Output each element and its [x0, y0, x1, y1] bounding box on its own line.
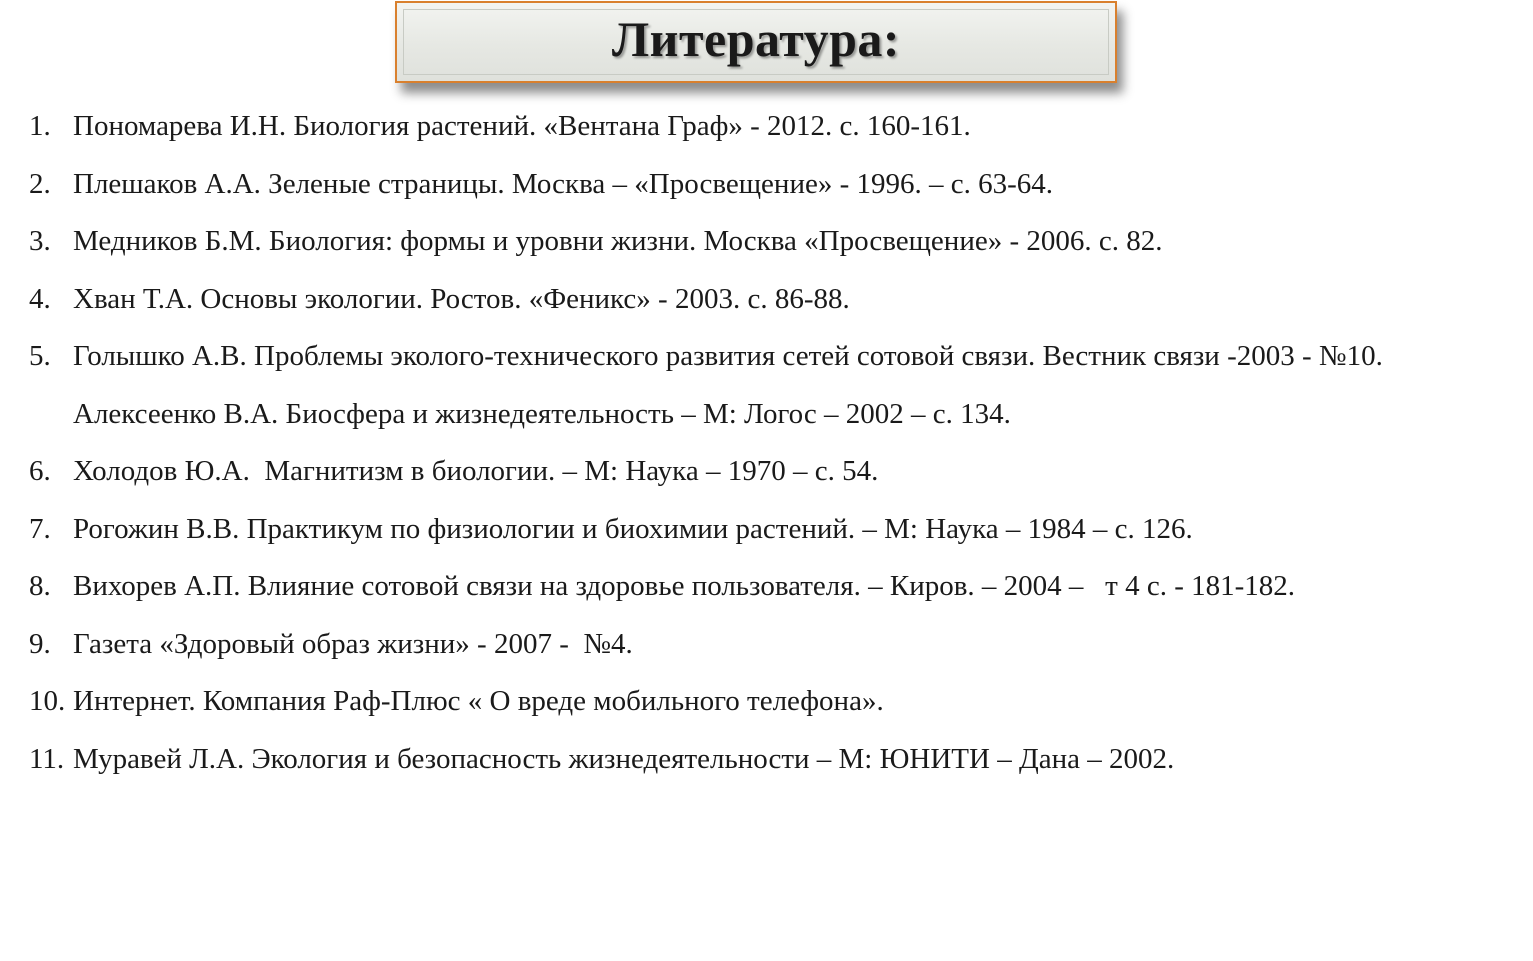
- reference-item: [0, 98, 1533, 156]
- reference-item: [0, 558, 1533, 616]
- reference-item: [0, 213, 1533, 271]
- reference-number: 10.: [29, 685, 66, 717]
- title-banner: [395, 1, 1117, 83]
- reference-number: 7.: [29, 512, 51, 545]
- reference-item: [0, 386, 1533, 444]
- reference-item: [0, 271, 1533, 329]
- reference-text: Интернет. Компания Раф-Плюс « О вреде мобильного телефона».: [73, 685, 884, 717]
- reference-item: [0, 673, 1533, 731]
- reference-number: 5.: [29, 340, 51, 372]
- reference-text: Голышко А.В. Проблемы эколого-технического развития сетей сотовой связи. Вестник связи -2003 - №10.: [73, 340, 1383, 372]
- reference-number: 1.: [29, 110, 51, 142]
- reference-text: Вихорев А.П. Влияние сотовой связи на здоровье пользователя. – Киров. – 2004 – т 4 с. - 181-182.: [73, 570, 1296, 602]
- reference-number: 8.: [29, 570, 51, 602]
- reference-item: [0, 328, 1533, 386]
- reference-text: Плешаков А.А. Зеленые страницы. Москва – «Просвещение» - 1996. – с. 63-64.: [73, 167, 1054, 200]
- reference-number: 4.: [29, 282, 51, 315]
- reference-text: Хван Т.А. Основы экологии. Ростов. «Феникс» - 2003. с. 86-88.: [73, 282, 850, 315]
- reference-number: 2.: [29, 167, 51, 200]
- reference-text: Рогожин В.В. Практикум по физиологии и биохимии растений. – М: Наука – 1984 – с. 126.: [73, 512, 1193, 545]
- page-title: Литература:: [611, 11, 901, 67]
- reference-number: 9.: [29, 627, 51, 660]
- reference-item: [0, 616, 1533, 674]
- reference-text: Газета «Здоровый образ жизни» - 2007 - №4.: [73, 627, 633, 660]
- reference-number: 3.: [29, 225, 51, 257]
- reference-item: [0, 731, 1533, 789]
- reference-item: [0, 443, 1533, 501]
- reference-text: Пономарева И.Н. Биология растений. «Вентана Граф» - 2012. с. 160-161.: [73, 110, 971, 142]
- reference-item: [0, 501, 1533, 559]
- reference-number: 6.: [29, 455, 51, 487]
- reference-text: Холодов Ю.А. Магнитизм в биологии. – М: Наука – 1970 – с. 54.: [73, 455, 879, 487]
- reference-number: 11.: [29, 742, 65, 775]
- reference-text: Муравей Л.А. Экология и безопасность жизнедеятельности – М: ЮНИТИ – Дана – 2002.: [73, 742, 1175, 775]
- reference-item: [0, 156, 1533, 214]
- reference-list: [0, 98, 1533, 788]
- reference-text: Алексеенко В.А. Биосфера и жизнедеятельность – М: Логос – 2002 – с. 134.: [73, 397, 1011, 430]
- reference-text: Медников Б.М. Биология: формы и уровни жизни. Москва «Просвещение» - 2006. с. 82.: [73, 225, 1163, 257]
